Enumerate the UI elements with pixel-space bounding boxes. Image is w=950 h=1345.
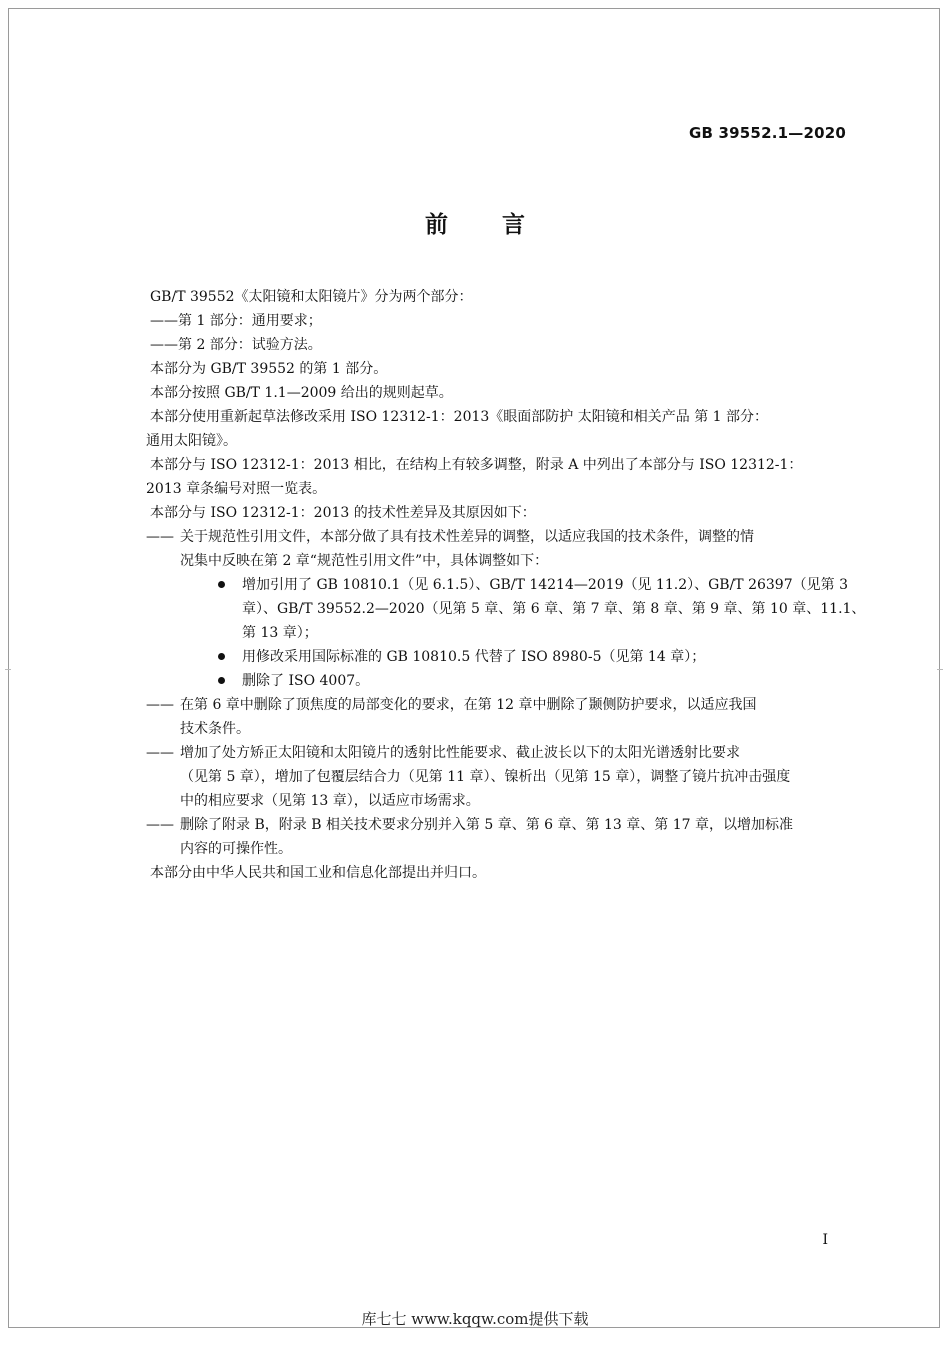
diff-line: 增加了处方矫正太阳镜和太阳镜片的透射比性能要求、截止波长以下的太阳光谱透射比要求: [180, 745, 740, 761]
dash-mark: ——: [146, 697, 174, 713]
dash-mark: ——: [146, 817, 174, 833]
dash-mark: ——: [146, 529, 174, 545]
document-body: [146, 285, 866, 885]
paragraph: 本部分为 GB/T 39552 的第 1 部分。: [150, 361, 388, 377]
paragraph: 本部分按照 GB/T 1.1—2009 给出的规则起草。: [150, 385, 453, 401]
bullet-line: 章）、GB/T 39552.2—2020（见第 5 章、第 6 章、第 7 章、第 8 章、第 9 章、第 10 章、11.1、: [242, 601, 866, 617]
bullet-icon: [218, 581, 225, 588]
paragraph: 通用太阳镜》。: [146, 433, 237, 449]
diff-item: [146, 741, 850, 813]
diff-line: 在第 6 章中删除了顶焦度的局部变化的要求，在第 12 章中删除了颞侧防护要求，以适应我国: [180, 697, 757, 713]
bullet-line: 用修改采用国际标准的 GB 10810.5 代替了 ISO 8980-5（见第 14 章）；: [242, 649, 706, 665]
bullet-line: 删除了 ISO 4007。: [242, 673, 370, 689]
diff-line: 删除了附录 B，附录 B 相关技术要求分别并入第 5 章、第 6 章、第 13 章、第 17 章，以增加标准: [180, 817, 793, 833]
paragraph: 本部分与 ISO 12312-1：2013 相比，在结构上有较多调整，附录 A 中列出了本部分与 ISO 12312-1：: [150, 457, 803, 473]
corner-mark: [8, 8, 18, 18]
list-item: [216, 669, 850, 693]
download-footer: 库七七 www.kqqw.com提供下载: [361, 1310, 589, 1328]
paragraph: 本部分与 ISO 12312-1：2013 的技术性差异及其原因如下：: [150, 505, 536, 521]
paragraph: ——第 1 部分：通用要求；: [150, 313, 322, 329]
list-item: [216, 573, 866, 645]
bullet-icon: [218, 677, 225, 684]
standard-code: GB 39552.1—2020: [688, 124, 846, 142]
margin-tick: [937, 669, 943, 670]
margin-tick: [5, 669, 11, 670]
paragraph: ——第 2 部分：试验方法。: [150, 337, 322, 353]
page-title: 前言: [425, 212, 579, 238]
diff-line: 中的相应要求（见第 13 章），以适应市场需求。: [180, 793, 480, 809]
paragraph: 本部分使用重新起草法修改采用 ISO 12312-1：2013《眼面部防护 太阳镜和相关产品 第 1 部分：: [150, 409, 769, 425]
paragraph: GB/T 39552《太阳镜和太阳镜片》分为两个部分：: [150, 289, 473, 305]
diff-item: [146, 525, 866, 693]
page-number: I: [822, 1232, 828, 1248]
diff-line: 内容的可操作性。: [180, 841, 292, 857]
diff-line: 关于规范性引用文件，本部分做了具有技术性差异的调整，以适应我国的技术条件，调整的情: [180, 529, 754, 545]
diff-line: 况集中反映在第 2 章“规范性引用文件”中，具体调整如下：: [180, 553, 549, 569]
closing-paragraph: 本部分由中华人民共和国工业和信息化部提出并归口。: [150, 865, 486, 881]
diff-item: [146, 813, 850, 861]
bullet-line: 增加引用了 GB 10810.1（见 6.1.5）、GB/T 14214—2019（见 11.2）、GB/T 26397（见第 3: [242, 577, 848, 593]
diff-item: [146, 693, 850, 741]
dash-mark: ——: [146, 745, 174, 761]
diff-line: 技术条件。: [180, 721, 250, 737]
list-item: [216, 645, 850, 669]
bullet-icon: [218, 653, 225, 660]
paragraph: 2013 章条编号对照一览表。: [146, 481, 327, 497]
diff-line: （见第 5 章），增加了包覆层结合力（见第 11 章）、镍析出（见第 15 章），调整了镜片抗冲击强度: [180, 769, 791, 785]
bullet-list: [180, 573, 866, 693]
bullet-line: 第 13 章）；: [242, 625, 318, 641]
